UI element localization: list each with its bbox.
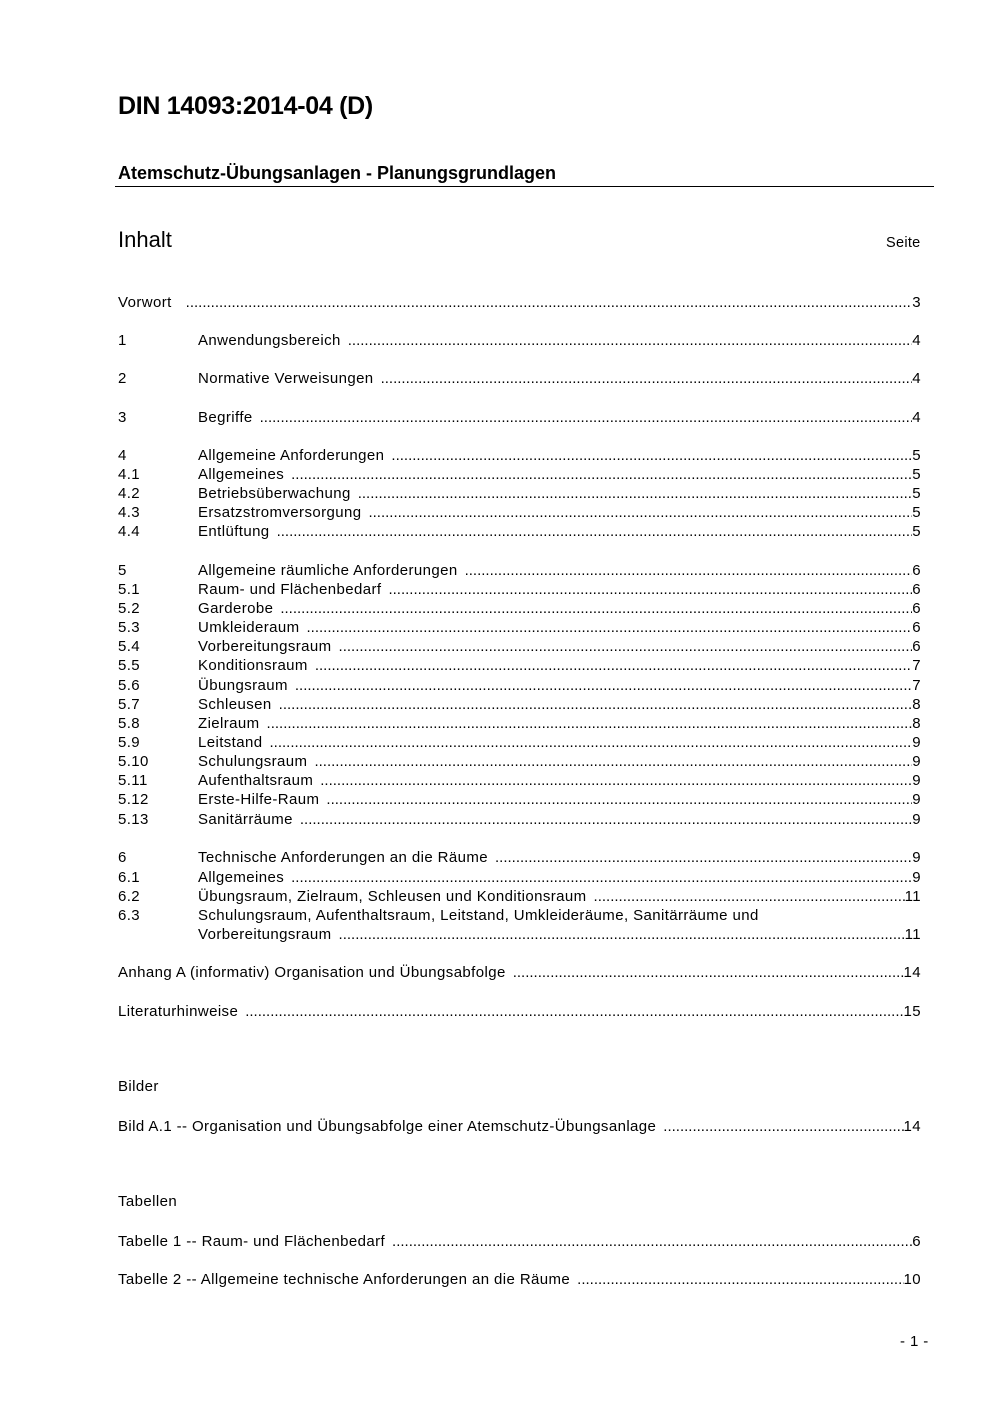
toc-entry-page: 4 xyxy=(912,332,921,349)
page-column-label: Seite xyxy=(886,235,921,251)
table-entry-label: Tabelle 1 -- Raum- und Flächenbedarf xyxy=(118,1233,386,1250)
toc-entry-number: 4.3 xyxy=(118,504,141,521)
toc-entry-page: 6 xyxy=(912,638,921,655)
toc-entry-number: 6.2 xyxy=(118,888,141,905)
toc-leader-dots xyxy=(267,714,913,733)
toc-entry[interactable] xyxy=(118,790,921,809)
table-entry-label: Tabelle 2 -- Allgemeine technische Anforderungen an die Räume xyxy=(118,1271,571,1288)
toc-entry-label: Schleusen xyxy=(198,696,272,713)
toc-entry-page: 6 xyxy=(912,619,921,636)
toc-entry-page: 15 xyxy=(903,1003,921,1020)
toc-entry[interactable] xyxy=(118,676,921,695)
toc-entry-page: 9 xyxy=(912,811,921,828)
toc-entry-number: 4.4 xyxy=(118,523,141,540)
toc-entry-label: Vorwort xyxy=(118,294,172,311)
toc-entry-label: Zielraum xyxy=(198,715,260,732)
toc-entry[interactable] xyxy=(118,848,921,867)
toc-entry[interactable] xyxy=(118,446,921,465)
toc-leader-dots xyxy=(392,1232,912,1251)
toc-leader-dots xyxy=(277,522,913,541)
toc-entry-number: 5.6 xyxy=(118,677,141,694)
toc-entry-label: Allgemeines xyxy=(198,869,285,886)
toc-entry-label: Umkleideraum xyxy=(198,619,300,636)
toc-leader-dots xyxy=(295,676,912,695)
table-entry-page: 10 xyxy=(903,1271,921,1288)
toc-entry-number: 4.1 xyxy=(118,466,141,483)
toc-entry-vorwort[interactable] xyxy=(118,293,921,312)
toc-entry-label: Betriebsüberwachung xyxy=(198,485,351,502)
toc-entry-number: 5.11 xyxy=(118,772,148,789)
figure-entry[interactable] xyxy=(118,1117,921,1136)
toc-leader-dots xyxy=(368,503,912,522)
toc-entry[interactable] xyxy=(118,714,921,733)
toc-entry[interactable] xyxy=(118,503,921,522)
toc-entry-label: Anhang A (informativ) Organisation und Übungsabfolge xyxy=(118,964,506,981)
toc-leader-dots xyxy=(326,790,912,809)
toc-entry[interactable] xyxy=(118,580,921,599)
toc-leader-dots xyxy=(465,561,913,580)
toc-entry[interactable] xyxy=(118,868,921,887)
toc-entry-number: 2 xyxy=(118,370,127,387)
toc-entry-page: 8 xyxy=(912,696,921,713)
page-number: - 1 - xyxy=(900,1333,929,1350)
toc-entry[interactable] xyxy=(118,561,921,580)
toc-entry-label: Anwendungsbereich xyxy=(198,332,341,349)
toc-entry-number: 6 xyxy=(118,849,127,866)
toc-entry-label: Leitstand xyxy=(198,734,263,751)
toc-entry-page: 4 xyxy=(912,370,921,387)
tables-heading: Tabellen xyxy=(118,1193,178,1210)
toc-entry[interactable] xyxy=(118,465,921,484)
toc-entry-page: 7 xyxy=(912,677,921,694)
toc-entry-number: 5.4 xyxy=(118,638,141,655)
toc-entry-label: Ersatzstromversorgung xyxy=(198,504,362,521)
toc-entry-label: Literaturhinweise xyxy=(118,1003,239,1020)
toc-entry-number: 5.7 xyxy=(118,696,141,713)
document-id: DIN 14093:2014-04 (D) xyxy=(118,92,373,120)
toc-entry-number: 5 xyxy=(118,562,127,579)
toc-entry-label: Allgemeines xyxy=(198,466,285,483)
toc-entry-label: Übungsraum xyxy=(198,677,288,694)
toc-entry-label: Vorbereitungsraum xyxy=(198,638,332,655)
toc-entry[interactable] xyxy=(118,810,921,829)
toc-entry[interactable] xyxy=(118,522,921,541)
table-entry-page: 6 xyxy=(912,1233,921,1250)
toc-entry-page: 6 xyxy=(912,562,921,579)
toc-entry-page: 14 xyxy=(903,964,921,981)
toc-entry-number: 5.1 xyxy=(118,581,141,598)
toc-entry-label: Aufenthaltsraum xyxy=(198,772,314,789)
figure-entry-label: Bild A.1 -- Organisation und Übungsabfolge einer Atemschutz-Übungsanlage xyxy=(118,1118,657,1135)
toc-entry-label: Erste-Hilfe-Raum xyxy=(198,791,320,808)
toc-leader-dots xyxy=(513,963,904,982)
toc-entry-page: 9 xyxy=(912,869,921,886)
toc-entry-label: Begriffe xyxy=(198,409,253,426)
document-subtitle: Atemschutz-Übungsanlagen - Planungsgrundlagen xyxy=(118,163,557,183)
toc-entry-page: 9 xyxy=(912,791,921,808)
toc-entry-label: Übungsraum, Zielraum, Schleusen und Konditionsraum xyxy=(198,888,587,905)
toc-entry-number: 5.5 xyxy=(118,657,141,674)
toc-entry-number: 5.3 xyxy=(118,619,141,636)
toc-entry-label: Schulungsraum xyxy=(198,753,308,770)
figure-entry-page: 14 xyxy=(903,1118,921,1135)
toc-leader-dots xyxy=(186,293,913,312)
table-entry[interactable] xyxy=(118,1270,921,1289)
toc-entry[interactable] xyxy=(118,484,921,503)
toc-entry-label: Sanitärräume xyxy=(198,811,293,828)
toc-entry[interactable] xyxy=(118,906,921,925)
toc-leader-dots xyxy=(291,465,912,484)
toc-leader-dots xyxy=(291,868,912,887)
toc-leader-dots xyxy=(339,637,913,656)
toc-leader-dots xyxy=(348,331,913,350)
toc-leader-dots xyxy=(577,1270,903,1289)
toc-entry-page: 9 xyxy=(912,753,921,770)
toc-entry-label: Vorbereitungsraum xyxy=(198,926,332,943)
figures-heading: Bilder xyxy=(118,1078,159,1095)
toc-entry-label: Allgemeine räumliche Anforderungen xyxy=(198,562,458,579)
toc-leader-dots xyxy=(269,733,912,752)
toc-entry-number: 5.9 xyxy=(118,734,141,751)
toc-leader-dots xyxy=(280,599,912,618)
toc-leader-dots xyxy=(279,695,913,714)
table-entry[interactable] xyxy=(118,1232,921,1251)
toc-entry-continuation[interactable] xyxy=(118,925,921,944)
toc-leader-dots xyxy=(307,618,913,637)
toc-entry-label-line1: Schulungsraum, Aufenthaltsraum, Leitstand, Umkleideräume, Sanitärräume und xyxy=(198,907,759,924)
toc-entry[interactable] xyxy=(118,733,921,752)
toc-entry-label: Garderobe xyxy=(198,600,274,617)
toc-entry[interactable] xyxy=(118,695,921,714)
toc-entry-label: Entlüftung xyxy=(198,523,270,540)
toc-entry-page: 6 xyxy=(912,581,921,598)
toc-entry-number: 4 xyxy=(118,447,127,464)
toc-entry-page: 5 xyxy=(912,485,921,502)
toc-leader-dots xyxy=(495,848,912,867)
toc-entry[interactable] xyxy=(118,752,921,771)
toc-entry-number: 6.1 xyxy=(118,869,141,886)
toc-leader-dots xyxy=(388,580,912,599)
toc-entry-number: 6.3 xyxy=(118,907,141,924)
toc-entry-page: 8 xyxy=(912,715,921,732)
toc-entry-label: Konditionsraum xyxy=(198,657,308,674)
toc-leader-dots xyxy=(381,369,913,388)
toc-entry[interactable] xyxy=(118,887,921,906)
toc-entry-page: 9 xyxy=(912,772,921,789)
toc-entry[interactable] xyxy=(118,369,921,388)
toc-entry-anhang[interactable] xyxy=(118,963,921,982)
toc-leader-dots xyxy=(358,484,913,503)
toc-entry-page: 9 xyxy=(912,734,921,751)
toc-entry-page: 4 xyxy=(912,409,921,426)
toc-entry-page: 5 xyxy=(912,447,921,464)
toc-entry-page: 7 xyxy=(912,657,921,674)
toc-entry[interactable] xyxy=(118,637,921,656)
toc-entry[interactable] xyxy=(118,656,921,675)
title-rule xyxy=(115,186,934,187)
toc-entry-number: 5.8 xyxy=(118,715,141,732)
toc-leader-dots xyxy=(320,771,912,790)
toc-entry-page: 6 xyxy=(912,600,921,617)
toc-entry-label: Normative Verweisungen xyxy=(198,370,374,387)
toc-leader-dots xyxy=(391,446,912,465)
toc-entry-page: 5 xyxy=(912,523,921,540)
toc-leader-dots xyxy=(245,1002,903,1021)
toc-leader-dots xyxy=(339,925,905,944)
toc-title: Inhalt xyxy=(118,227,172,252)
toc-entry-number: 5.13 xyxy=(118,811,149,828)
toc-leader-dots xyxy=(314,752,912,771)
toc-entry-page: 11 xyxy=(904,926,921,943)
toc-leader-dots xyxy=(260,408,913,427)
toc-entry[interactable] xyxy=(118,331,921,350)
toc-entry-number: 1 xyxy=(118,332,127,349)
toc-entry-label: Raum- und Flächenbedarf xyxy=(198,581,382,598)
toc-entry-label: Allgemeine Anforderungen xyxy=(198,447,385,464)
toc-entry-page: 5 xyxy=(912,504,921,521)
toc-entry-number: 5.12 xyxy=(118,791,149,808)
toc-entry[interactable] xyxy=(118,408,921,427)
toc-entry-number: 5.10 xyxy=(118,753,149,770)
toc-entry-page: 11 xyxy=(904,888,921,905)
toc-entry[interactable] xyxy=(118,771,921,790)
toc-leader-dots xyxy=(663,1117,903,1136)
toc-entry[interactable] xyxy=(118,618,921,637)
toc-entry-literatur[interactable] xyxy=(118,1002,921,1021)
toc-entry-page: 3 xyxy=(912,294,921,311)
toc-entry-page: 9 xyxy=(912,849,921,866)
toc-entry-page: 5 xyxy=(912,466,921,483)
toc-leader-dots xyxy=(594,887,905,906)
toc-entry-number: 5.2 xyxy=(118,600,141,617)
toc-leader-dots xyxy=(315,656,912,675)
toc-entry-label: Technische Anforderungen an die Räume xyxy=(198,849,488,866)
toc-entry[interactable] xyxy=(118,599,921,618)
toc-leader-dots xyxy=(300,810,912,829)
toc-entry-number: 4.2 xyxy=(118,485,141,502)
toc-entry-number: 3 xyxy=(118,409,127,426)
